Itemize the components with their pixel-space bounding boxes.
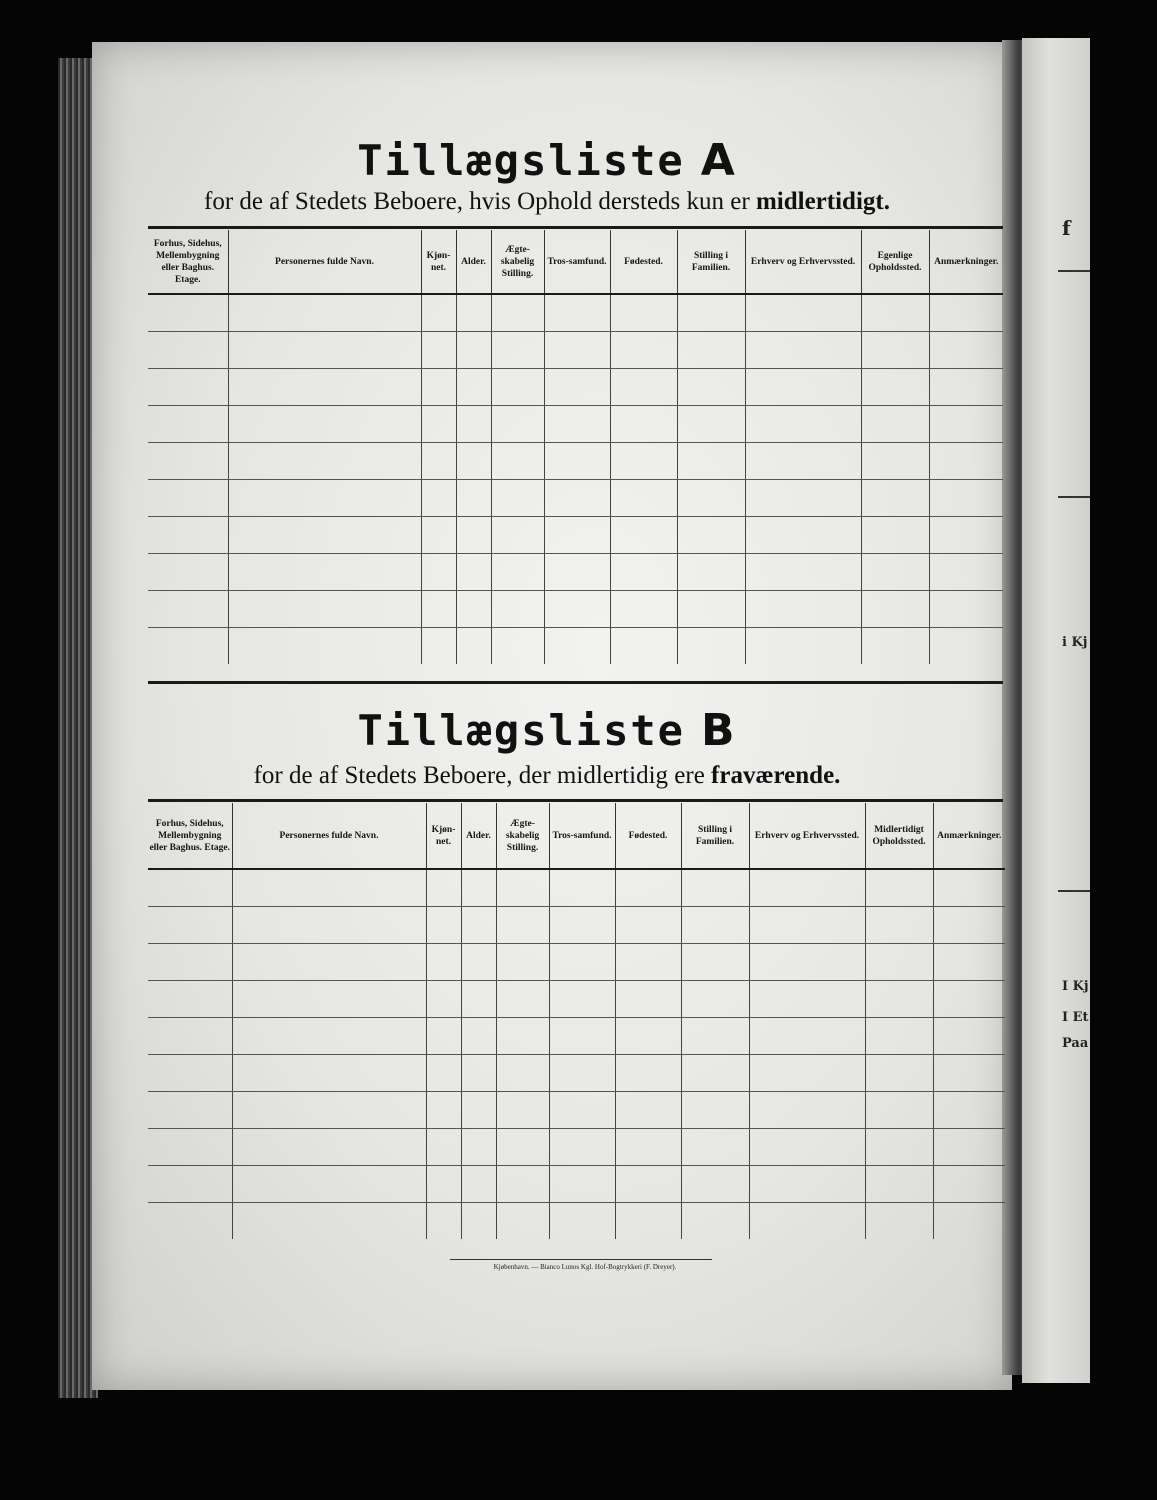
entry-cell[interactable] — [677, 590, 745, 627]
entry-cell[interactable] — [861, 405, 929, 442]
entry-cell[interactable] — [549, 1128, 615, 1165]
entry-cell[interactable] — [615, 906, 681, 943]
entry-cell[interactable] — [933, 943, 1005, 980]
entry-cell[interactable] — [148, 553, 228, 590]
adjacent-page — [1022, 38, 1090, 1383]
entry-cell[interactable] — [461, 1017, 496, 1054]
entry-cell[interactable] — [421, 368, 456, 405]
entry-cell[interactable] — [491, 405, 544, 442]
entry-cell[interactable] — [677, 331, 745, 368]
entry-cell[interactable] — [615, 869, 681, 906]
entry-cell[interactable] — [426, 980, 461, 1017]
entry-cell[interactable] — [461, 869, 496, 906]
entry-cell[interactable] — [865, 1202, 933, 1239]
entry-cell[interactable] — [232, 1202, 426, 1239]
entry-cell[interactable] — [426, 1128, 461, 1165]
entry-cell[interactable] — [456, 590, 491, 627]
column-header-marital-status: Ægte-skabelig Stilling. — [491, 230, 544, 294]
entry-cell[interactable] — [421, 442, 456, 479]
entry-cell[interactable] — [491, 368, 544, 405]
column-header-marital-status: Ægte-skabelig Stilling. — [496, 803, 549, 869]
column-header-birthplace: Fødested. — [615, 803, 681, 869]
entry-cell[interactable] — [681, 1091, 749, 1128]
entry-cell[interactable] — [929, 368, 1003, 405]
entry-cell[interactable] — [677, 553, 745, 590]
column-header-occupation: Erhverv og Erhvervssted. — [749, 803, 865, 869]
entry-cell[interactable] — [549, 906, 615, 943]
entry-cell[interactable] — [677, 368, 745, 405]
entry-cell[interactable] — [426, 1091, 461, 1128]
entry-cell[interactable] — [615, 1091, 681, 1128]
entry-cell[interactable] — [677, 627, 745, 664]
entry-cell[interactable] — [496, 1202, 549, 1239]
entry-cell[interactable] — [933, 1202, 1005, 1239]
entry-cell[interactable] — [681, 1165, 749, 1202]
entry-cell[interactable] — [461, 1202, 496, 1239]
entry-cell[interactable] — [421, 590, 456, 627]
adjacent-page-fragment: I Et — [1062, 1010, 1089, 1025]
list-b-subtitle-emphasis: fraværende. — [711, 762, 841, 789]
entry-cell[interactable] — [681, 980, 749, 1017]
list-a-letter: A — [700, 135, 737, 186]
entry-cell[interactable] — [544, 516, 610, 553]
entry-cell[interactable] — [148, 368, 228, 405]
entry-cell[interactable] — [745, 553, 861, 590]
table-row — [148, 1128, 1005, 1165]
entry-cell[interactable] — [933, 1128, 1005, 1165]
adjacent-page-fragment: Paa — [1062, 1036, 1089, 1051]
entry-cell[interactable] — [549, 1202, 615, 1239]
table-row — [148, 1091, 1005, 1128]
column-header-remarks: Anmærkninger. — [929, 230, 1003, 294]
entry-cell[interactable] — [426, 1165, 461, 1202]
entry-cell[interactable] — [745, 294, 861, 331]
entry-cell[interactable] — [865, 943, 933, 980]
entry-cell[interactable] — [861, 442, 929, 479]
entry-cell[interactable] — [933, 1165, 1005, 1202]
list-a-table — [148, 230, 1003, 664]
entry-cell[interactable] — [456, 553, 491, 590]
list-b-subtitle — [92, 762, 1002, 790]
entry-cell[interactable] — [496, 1128, 549, 1165]
list-b-subtitle-text: for de af Stedets Beboere, der midlertidig ere — [253, 762, 705, 789]
imprint-rule — [450, 1259, 712, 1260]
entry-cell[interactable] — [228, 590, 421, 627]
entry-cell[interactable] — [148, 331, 228, 368]
list-a-subtitle-text: for de af Stedets Beboere, hvis Ophold dersteds kun er — [204, 188, 750, 215]
entry-cell[interactable] — [865, 1128, 933, 1165]
entry-cell[interactable] — [148, 1165, 232, 1202]
entry-cell[interactable] — [745, 516, 861, 553]
entry-cell[interactable] — [148, 869, 232, 906]
list-b-letter: B — [700, 705, 737, 756]
entry-cell[interactable] — [610, 442, 677, 479]
entry-cell[interactable] — [148, 590, 228, 627]
entry-cell[interactable] — [496, 980, 549, 1017]
entry-cell[interactable] — [461, 1054, 496, 1091]
entry-cell[interactable] — [933, 869, 1005, 906]
entry-cell[interactable] — [745, 405, 861, 442]
list-b-top-rule — [148, 799, 1003, 802]
entry-cell[interactable] — [232, 1128, 426, 1165]
column-header-sex: Kjøn-net. — [421, 230, 456, 294]
entry-cell[interactable] — [232, 906, 426, 943]
list-b-rows — [148, 869, 1005, 1239]
list-a-title-text: Tillægsliste — [357, 136, 685, 185]
entry-cell[interactable] — [148, 479, 228, 516]
entry-cell[interactable] — [232, 1017, 426, 1054]
entry-cell[interactable] — [610, 331, 677, 368]
list-a-top-rule — [148, 226, 1003, 229]
entry-cell[interactable] — [745, 442, 861, 479]
entry-cell[interactable] — [456, 368, 491, 405]
entry-cell[interactable] — [861, 294, 929, 331]
table-row — [148, 1202, 1005, 1239]
table-row — [148, 368, 1003, 405]
entry-cell[interactable] — [549, 1054, 615, 1091]
list-a-bottom-rule — [148, 681, 1003, 684]
entry-cell[interactable] — [544, 405, 610, 442]
list-b-header-row — [148, 803, 1005, 869]
entry-cell[interactable] — [610, 516, 677, 553]
table-row — [148, 1054, 1005, 1091]
list-a-title — [92, 135, 1002, 186]
entry-cell[interactable] — [549, 869, 615, 906]
entry-cell[interactable] — [426, 869, 461, 906]
entry-cell[interactable] — [544, 553, 610, 590]
entry-cell[interactable] — [461, 906, 496, 943]
column-header-building: Forhus, Sidehus, Mellembygning eller Baghus. Etage. — [148, 803, 232, 869]
entry-cell[interactable] — [861, 368, 929, 405]
entry-cell[interactable] — [544, 627, 610, 664]
entry-cell[interactable] — [228, 553, 421, 590]
entry-cell[interactable] — [615, 1017, 681, 1054]
entry-cell[interactable] — [865, 1091, 933, 1128]
entry-cell[interactable] — [610, 368, 677, 405]
list-a-subtitle-emphasis: midlertidigt. — [755, 188, 890, 215]
entry-cell[interactable] — [148, 516, 228, 553]
entry-cell[interactable] — [861, 479, 929, 516]
entry-cell[interactable] — [615, 1165, 681, 1202]
column-header-occupation: Erhverv og Erhvervssted. — [745, 230, 861, 294]
entry-cell[interactable] — [615, 1128, 681, 1165]
entry-cell[interactable] — [681, 1054, 749, 1091]
entry-cell[interactable] — [228, 516, 421, 553]
entry-cell[interactable] — [745, 627, 861, 664]
list-b-title-text: Tillægsliste — [357, 706, 685, 755]
entry-cell[interactable] — [456, 294, 491, 331]
entry-cell[interactable] — [456, 405, 491, 442]
adjacent-page-fragment: I Kj — [1062, 979, 1089, 994]
table-row — [148, 294, 1003, 331]
printer-imprint: Kjøbenhavn. — Bianco Lunos Kgl. Hof-Bogtrykkeri (F. Dreyer). — [493, 1263, 677, 1271]
table-row — [148, 590, 1003, 627]
entry-cell[interactable] — [426, 1202, 461, 1239]
entry-cell[interactable] — [610, 590, 677, 627]
table-row — [148, 442, 1003, 479]
entry-cell[interactable] — [148, 980, 232, 1017]
entry-cell[interactable] — [749, 1017, 865, 1054]
entry-cell[interactable] — [929, 442, 1003, 479]
entry-cell[interactable] — [745, 590, 861, 627]
entry-cell[interactable] — [228, 627, 421, 664]
column-header-temporary-residence: Midlertidigt Opholdssted. — [865, 803, 933, 869]
entry-cell[interactable] — [232, 980, 426, 1017]
entry-cell[interactable] — [615, 1054, 681, 1091]
entry-cell[interactable] — [610, 627, 677, 664]
entry-cell[interactable] — [426, 1017, 461, 1054]
entry-cell[interactable] — [865, 1165, 933, 1202]
entry-cell[interactable] — [549, 1165, 615, 1202]
entry-cell[interactable] — [426, 1054, 461, 1091]
entry-cell[interactable] — [496, 943, 549, 980]
entry-cell[interactable] — [426, 906, 461, 943]
entry-cell[interactable] — [929, 627, 1003, 664]
entry-cell[interactable] — [228, 331, 421, 368]
entry-cell[interactable] — [461, 1165, 496, 1202]
entry-cell[interactable] — [861, 516, 929, 553]
column-header-birthplace: Fødested. — [610, 230, 677, 294]
entry-cell[interactable] — [865, 980, 933, 1017]
entry-cell[interactable] — [745, 368, 861, 405]
entry-cell[interactable] — [426, 943, 461, 980]
entry-cell[interactable] — [496, 1091, 549, 1128]
entry-cell[interactable] — [544, 442, 610, 479]
entry-cell[interactable] — [681, 1128, 749, 1165]
entry-cell[interactable] — [865, 1054, 933, 1091]
entry-cell[interactable] — [491, 294, 544, 331]
entry-cell[interactable] — [461, 980, 496, 1017]
entry-cell[interactable] — [148, 906, 232, 943]
entry-cell[interactable] — [461, 943, 496, 980]
entry-cell[interactable] — [148, 943, 232, 980]
entry-cell[interactable] — [228, 479, 421, 516]
column-header-building: Forhus, Sidehus, Mellembygning eller Baghus. Etage. — [148, 230, 228, 294]
column-header-family-position: Stilling i Familien. — [677, 230, 745, 294]
entry-cell[interactable] — [933, 1017, 1005, 1054]
entry-cell[interactable] — [549, 980, 615, 1017]
list-b-table — [148, 803, 1005, 1239]
entry-cell[interactable] — [148, 627, 228, 664]
entry-cell[interactable] — [615, 980, 681, 1017]
entry-cell[interactable] — [929, 553, 1003, 590]
entry-cell[interactable] — [677, 442, 745, 479]
entry-cell[interactable] — [421, 516, 456, 553]
entry-cell[interactable] — [933, 1054, 1005, 1091]
column-header-religion: Tros-samfund. — [544, 230, 610, 294]
list-a-rows — [148, 294, 1003, 664]
entry-cell[interactable] — [681, 1202, 749, 1239]
entry-cell[interactable] — [745, 479, 861, 516]
entry-cell[interactable] — [865, 869, 933, 906]
entry-cell[interactable] — [456, 331, 491, 368]
entry-cell[interactable] — [749, 1128, 865, 1165]
entry-cell[interactable] — [615, 943, 681, 980]
entry-cell[interactable] — [861, 553, 929, 590]
entry-cell[interactable] — [681, 943, 749, 980]
entry-cell[interactable] — [148, 1202, 232, 1239]
entry-cell[interactable] — [749, 1091, 865, 1128]
table-row — [148, 1017, 1005, 1054]
entry-cell[interactable] — [491, 331, 544, 368]
entry-cell[interactable] — [933, 980, 1005, 1017]
entry-cell[interactable] — [491, 590, 544, 627]
entry-cell[interactable] — [749, 980, 865, 1017]
entry-cell[interactable] — [496, 1017, 549, 1054]
entry-cell[interactable] — [677, 479, 745, 516]
table-row — [148, 869, 1005, 906]
entry-cell[interactable] — [148, 442, 228, 479]
entry-cell[interactable] — [491, 627, 544, 664]
entry-cell[interactable] — [749, 1054, 865, 1091]
adjacent-page-fragment: f — [1062, 216, 1071, 240]
entry-cell[interactable] — [929, 405, 1003, 442]
entry-cell[interactable] — [749, 906, 865, 943]
entry-cell[interactable] — [496, 869, 549, 906]
entry-cell[interactable] — [933, 1091, 1005, 1128]
entry-cell[interactable] — [544, 590, 610, 627]
entry-cell[interactable] — [421, 294, 456, 331]
list-a-subtitle — [92, 188, 1002, 216]
entry-cell[interactable] — [677, 294, 745, 331]
entry-cell[interactable] — [491, 553, 544, 590]
entry-cell[interactable] — [228, 405, 421, 442]
entry-cell[interactable] — [456, 479, 491, 516]
table-row — [148, 1165, 1005, 1202]
entry-cell[interactable] — [929, 294, 1003, 331]
entry-cell[interactable] — [929, 479, 1003, 516]
entry-cell[interactable] — [461, 1091, 496, 1128]
entry-cell[interactable] — [681, 906, 749, 943]
entry-cell[interactable] — [148, 1091, 232, 1128]
entry-cell[interactable] — [745, 331, 861, 368]
entry-cell[interactable] — [749, 943, 865, 980]
entry-cell[interactable] — [496, 1165, 549, 1202]
entry-cell[interactable] — [228, 294, 421, 331]
entry-cell[interactable] — [456, 442, 491, 479]
entry-cell[interactable] — [421, 479, 456, 516]
table-row — [148, 943, 1005, 980]
entry-cell[interactable] — [544, 331, 610, 368]
entry-cell[interactable] — [861, 590, 929, 627]
entry-cell[interactable] — [232, 869, 426, 906]
column-header-sex: Kjøn-net. — [426, 803, 461, 869]
column-header-age: Alder. — [461, 803, 496, 869]
entry-cell[interactable] — [865, 906, 933, 943]
table-row — [148, 906, 1005, 943]
entry-cell[interactable] — [148, 1128, 232, 1165]
entry-cell[interactable] — [148, 1054, 232, 1091]
table-row — [148, 331, 1003, 368]
entry-cell[interactable] — [749, 869, 865, 906]
entry-cell[interactable] — [232, 1054, 426, 1091]
entry-cell[interactable] — [456, 627, 491, 664]
entry-cell[interactable] — [228, 368, 421, 405]
entry-cell[interactable] — [421, 553, 456, 590]
entry-cell[interactable] — [929, 331, 1003, 368]
list-a-header-row — [148, 230, 1003, 294]
entry-cell[interactable] — [677, 516, 745, 553]
entry-cell[interactable] — [544, 479, 610, 516]
entry-cell[interactable] — [929, 590, 1003, 627]
entry-cell[interactable] — [549, 1091, 615, 1128]
entry-cell[interactable] — [749, 1202, 865, 1239]
entry-cell[interactable] — [610, 405, 677, 442]
entry-cell[interactable] — [148, 294, 228, 331]
list-b-title — [92, 705, 1002, 756]
entry-cell[interactable] — [933, 906, 1005, 943]
table-row — [148, 405, 1003, 442]
table-row — [148, 980, 1005, 1017]
column-header-full-name: Personernes fulde Navn. — [232, 803, 426, 869]
entry-cell[interactable] — [681, 1017, 749, 1054]
table-row — [148, 479, 1003, 516]
entry-cell[interactable] — [549, 943, 615, 980]
table-row — [148, 516, 1003, 553]
entry-cell[interactable] — [610, 553, 677, 590]
entry-cell[interactable] — [496, 906, 549, 943]
table-row — [148, 553, 1003, 590]
entry-cell[interactable] — [148, 405, 228, 442]
entry-cell[interactable] — [491, 479, 544, 516]
entry-cell[interactable] — [749, 1165, 865, 1202]
entry-cell[interactable] — [232, 1165, 426, 1202]
entry-cell[interactable] — [421, 627, 456, 664]
entry-cell[interactable] — [681, 869, 749, 906]
entry-cell[interactable] — [491, 442, 544, 479]
entry-cell[interactable] — [461, 1128, 496, 1165]
entry-cell[interactable] — [861, 331, 929, 368]
entry-cell[interactable] — [544, 294, 610, 331]
entry-cell[interactable] — [232, 1091, 426, 1128]
column-header-family-position: Stilling i Familien. — [681, 803, 749, 869]
column-header-religion: Tros-samfund. — [549, 803, 615, 869]
entry-cell[interactable] — [549, 1017, 615, 1054]
entry-cell[interactable] — [421, 405, 456, 442]
entry-cell[interactable] — [865, 1017, 933, 1054]
adjacent-page-fragment: i Kj — [1062, 635, 1088, 650]
entry-cell[interactable] — [610, 479, 677, 516]
entry-cell[interactable] — [232, 943, 426, 980]
column-header-full-name: Personernes fulde Navn. — [228, 230, 421, 294]
table-row — [148, 627, 1003, 664]
entry-cell[interactable] — [544, 368, 610, 405]
entry-cell[interactable] — [421, 331, 456, 368]
entry-cell[interactable] — [861, 627, 929, 664]
entry-cell[interactable] — [491, 516, 544, 553]
entry-cell[interactable] — [456, 516, 491, 553]
entry-cell[interactable] — [610, 294, 677, 331]
column-header-remarks: Anmærkninger. — [933, 803, 1005, 869]
entry-cell[interactable] — [929, 516, 1003, 553]
column-header-age: Alder. — [456, 230, 491, 294]
entry-cell[interactable] — [677, 405, 745, 442]
entry-cell[interactable] — [148, 1017, 232, 1054]
column-header-residence: Egenlige Opholdssted. — [861, 230, 929, 294]
entry-cell[interactable] — [496, 1054, 549, 1091]
entry-cell[interactable] — [615, 1202, 681, 1239]
entry-cell[interactable] — [228, 442, 421, 479]
